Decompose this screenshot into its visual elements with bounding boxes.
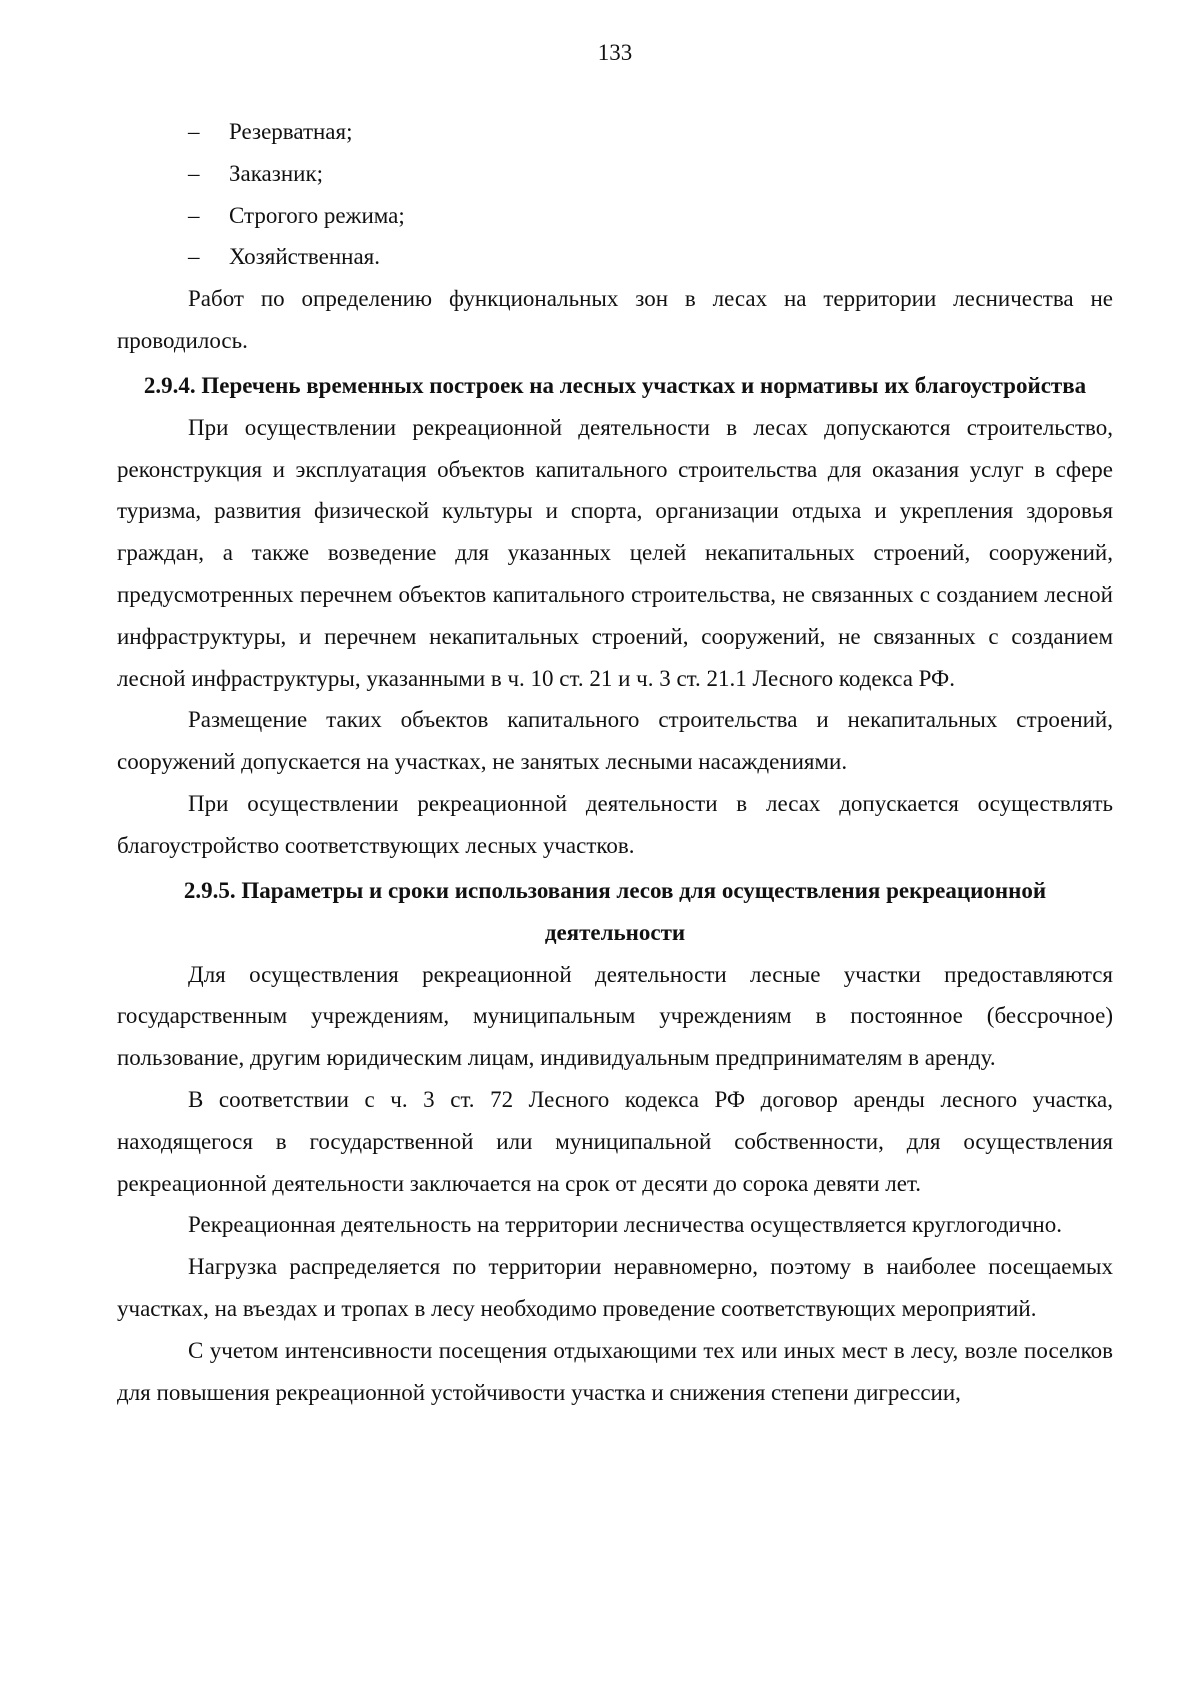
paragraph: При осуществлении рекреационной деятельности в лесах допускается осуществлять благоустройство соответствующих лесных участков. [117, 790, 1113, 858]
bullet-dash: – [188, 119, 200, 144]
list-item [117, 153, 1113, 195]
list-item-text: Строгого режима; [229, 202, 405, 228]
paragraph: Рекреационная деятельность на территории лесничества осуществляется круглогодично. [188, 1212, 1062, 1238]
paragraph: Нагрузка распределяется по территории неравномерно, поэтому в наиболее посещаемых участках, на въездах и тропах в лесу необходимо проведение соответствующих мероприятий. [117, 1254, 1113, 1321]
page-body [117, 111, 1113, 1413]
section-heading-2-9-4: 2.9.4. Перечень временных построек на лесных участках и нормативы их благоустройства [143, 372, 1087, 398]
paragraph: Для осуществления рекреационной деятельности лесные участки предоставляются государственным учреждениям, муниципальным учреждениям в постоянное (бессрочное) пользование, другим юридическим лицам, индивидуальным предпринимателям в аренду. [117, 961, 1113, 1071]
list-item [117, 236, 1113, 278]
paragraph: При осуществлении рекреационной деятельности в лесах допускаются строительство, реконструкция и эксплуатация объектов капитального строительства для оказания услуг в сфере туризма, развития физической культуры и спорта, организации отдыха и укрепления здоровья граждан, а также возведение для указанных целей некапитальных строений, сооружений, предусмотренных перечнем объектов капитального строительства, не связанных с созданием лесной инфраструктуры, и перечнем некапитальных строений, сооружений, не связанных с созданием лесной инфраструктуры, указанными в ч. 10 ст. 21 и ч. 3 ст. 21.1 Лесного кодекса РФ. [117, 414, 1113, 691]
bullet-dash: – [188, 160, 200, 186]
bullet-dash: – [188, 244, 200, 270]
paragraph: С учетом интенсивности посещения отдыхающими тех или иных мест в лесу, возле поселков для повышения рекреационной устойчивости участка и снижения степени дигрессии, [117, 1337, 1113, 1405]
bullet-dash: – [188, 202, 200, 228]
list-item-text: Хозяйственная. [229, 244, 380, 270]
zone-list [117, 111, 1113, 278]
paragraph: В соответствии с ч. 3 ст. 72 Лесного кодекса РФ договор аренды лесного участка, находящегося в государственной или муниципальной собственности, для осуществления рекреационной деятельности заключается на срок от десяти до сорока девяти лет. [117, 1086, 1113, 1196]
list-item [117, 111, 1113, 153]
page-number: 133 [597, 40, 633, 65]
section-heading-2-9-5: 2.9.5. Параметры и сроки использования лесов для осуществления рекреационной деятельности [183, 877, 1047, 945]
list-item-text: Заказник; [229, 160, 324, 186]
list-item-text: Резерватная; [229, 119, 353, 144]
paragraph-no-zoning: Работ по определению функциональных зон в лесах на территории лесничества не проводилось. [117, 286, 1113, 353]
list-item [117, 195, 1113, 237]
paragraph: Размещение таких объектов капитального строительства и некапитальных строений, сооружений допускается на участках, не занятых лесными насаждениями. [117, 707, 1113, 775]
